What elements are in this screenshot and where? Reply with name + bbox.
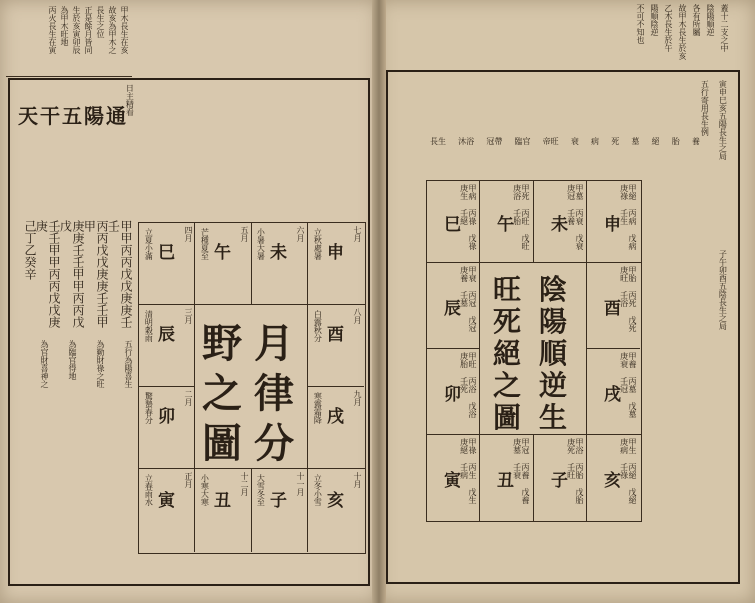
title-char: 分 xyxy=(254,420,294,467)
grid-line xyxy=(194,304,195,468)
grid-line xyxy=(479,262,480,521)
title-char: 月 xyxy=(254,320,294,367)
month-cell xyxy=(140,226,194,302)
cycle-text: 甲絕 丙病 戊病 庚祿 壬生 xyxy=(619,184,637,250)
title-char: 絕 xyxy=(493,337,522,370)
stage-label: 胎 xyxy=(671,137,680,146)
cycle-cell xyxy=(588,266,638,346)
month-label: 六月 xyxy=(296,226,305,242)
stage-row xyxy=(430,136,700,150)
branch-label: 辰 xyxy=(444,299,461,319)
stem-column: 庚庚壬壬甲甲丙丙戊戊 xyxy=(58,220,85,328)
cycle-cell xyxy=(535,438,585,518)
cycle-text: 甲墓 丙衰 戊衰 庚冠 壬養 xyxy=(566,184,584,250)
month-text: 立夏小滿 xyxy=(144,228,154,260)
note-line: 故甲木長生於亥 xyxy=(678,4,687,60)
cycle-cell xyxy=(588,184,638,260)
month-label: 十一月 xyxy=(296,472,305,496)
branch-label: 丑 xyxy=(214,491,231,511)
note-line: 五行為陽喜生 xyxy=(124,340,133,388)
cycle-text: 甲冠 丙養 戊養 庚墓 壬衰 xyxy=(512,438,530,504)
cycle-cell xyxy=(481,438,531,518)
branch-label: 卯 xyxy=(158,407,175,427)
month-cell xyxy=(196,472,250,550)
branch-label: 子 xyxy=(551,471,568,491)
month-cell xyxy=(309,308,363,384)
cycle-text: 甲浴 丙胎 戊胎 庚死 壬旺 xyxy=(566,438,584,504)
grid-line xyxy=(138,304,365,305)
title-char: 之 xyxy=(202,370,242,417)
cycle-text: 甲死 丙旺 戊旺 庚浴 壬胎 xyxy=(512,184,530,250)
grid-line xyxy=(307,386,364,387)
branch-label: 申 xyxy=(604,215,621,235)
grid-line xyxy=(194,468,195,552)
month-text: 立冬小雪 xyxy=(313,474,323,506)
grid-line xyxy=(426,348,479,349)
grid-line xyxy=(307,222,308,552)
stage-label: 衰 xyxy=(570,137,579,146)
note-line: 乙木長生於午 xyxy=(664,4,673,52)
stem-table xyxy=(14,220,134,330)
branch-label: 巳 xyxy=(444,215,461,235)
branch-label: 未 xyxy=(551,215,568,235)
branch-label: 辰 xyxy=(158,325,175,345)
month-cell xyxy=(252,226,306,302)
cycle-cell xyxy=(535,184,585,260)
cycle-cell xyxy=(588,438,638,518)
month-label: 十二月 xyxy=(240,472,249,496)
cycle-cell xyxy=(428,438,478,518)
title-char: 旺 xyxy=(493,273,522,306)
branch-label: 子 xyxy=(270,491,287,511)
month-chart-title xyxy=(196,306,306,468)
grid-line xyxy=(138,386,194,387)
branch-label: 丑 xyxy=(497,471,514,491)
grid-line xyxy=(586,348,640,349)
month-text: 芒種夏至 xyxy=(200,228,210,260)
branch-label: 申 xyxy=(327,243,344,263)
branch-label: 午 xyxy=(214,243,231,263)
stage-label: 冠帶 xyxy=(486,137,503,146)
branch-label: 戌 xyxy=(327,407,344,427)
branch-label: 巳 xyxy=(158,243,175,263)
month-label: 二月 xyxy=(184,390,193,406)
title-char: 陰 xyxy=(539,273,568,306)
stage-label: 養 xyxy=(691,137,700,146)
month-text: 白露秋分 xyxy=(313,310,323,342)
title-char: 死 xyxy=(493,305,522,338)
title-char: 之 xyxy=(493,369,522,402)
month-text: 寒露霜降 xyxy=(313,392,323,424)
cycle-cell xyxy=(588,352,638,432)
stem-column: 己丁乙癸辛 xyxy=(23,220,37,280)
grid-line xyxy=(533,180,534,262)
month-cell xyxy=(309,226,363,302)
month-label: 四月 xyxy=(184,226,193,242)
branch-label: 寅 xyxy=(444,471,461,491)
month-cell xyxy=(140,390,194,466)
month-label: 十月 xyxy=(353,472,362,488)
cycle-text: 甲生 丙絕 戊絕 庚病 壬祿 xyxy=(619,438,637,504)
book-spine xyxy=(372,0,386,603)
cycle-chart-title xyxy=(481,264,585,432)
month-label: 正月 xyxy=(184,472,193,488)
grid-line xyxy=(194,222,195,304)
cycle-text: 甲旺 丙浴 戊浴 庚胎 壬死 xyxy=(459,352,477,418)
grid-line xyxy=(586,180,587,521)
title-char: 逆 xyxy=(539,369,568,402)
grid-line xyxy=(479,180,480,262)
month-cell xyxy=(252,472,306,550)
title-char: 圖 xyxy=(493,401,522,434)
month-cell xyxy=(309,390,363,466)
note-line: 生於亥寅卯辰 xyxy=(72,6,81,54)
month-text: 清明穀雨 xyxy=(144,310,154,342)
branch-label: 午 xyxy=(497,215,514,235)
title-char: 陽 xyxy=(539,305,568,338)
note-line: 丙火長生在寅 xyxy=(48,6,57,54)
month-cell xyxy=(140,472,194,550)
stage-label: 墓 xyxy=(631,137,640,146)
month-text: 驚蟄春分 xyxy=(144,392,154,424)
cycle-cell xyxy=(428,352,478,432)
stage-label: 沐浴 xyxy=(458,137,475,146)
title-char: 順 xyxy=(539,337,568,370)
right-top-notes xyxy=(520,4,732,70)
note-line: 長生之位 xyxy=(96,6,105,38)
note-line: 陰陽順逆 xyxy=(706,4,715,36)
branch-label: 酉 xyxy=(327,325,344,345)
stem-column: 甲甲丙丙戊戊庚庚壬壬 xyxy=(106,220,133,328)
stage-label: 病 xyxy=(591,137,600,146)
title-char: 生 xyxy=(539,401,568,434)
branch-label: 酉 xyxy=(604,299,621,319)
stage-label: 絕 xyxy=(651,137,660,146)
month-label: 九月 xyxy=(353,390,362,406)
note-line: 為勤財祿之旺 xyxy=(96,340,105,388)
month-label: 七月 xyxy=(353,226,362,242)
cycle-text: 甲祿 丙生 戊生 庚絕 壬病 xyxy=(459,438,477,504)
note-line: 為甲木旺地 xyxy=(60,6,69,46)
branch-label: 寅 xyxy=(158,491,175,511)
note-line: 不可不知也 xyxy=(636,4,645,44)
note-line: 甲木長生在亥 xyxy=(120,6,129,54)
month-cell xyxy=(140,308,194,384)
note-line: 為官財喜神之 xyxy=(40,340,49,388)
branch-label: 亥 xyxy=(327,491,344,511)
side-label: 日主精看 xyxy=(125,84,135,116)
title-char: 律 xyxy=(254,370,294,417)
month-cell xyxy=(196,226,250,302)
note-line: 為臨官得地 xyxy=(68,340,77,380)
note-line: 各有所屬 xyxy=(692,4,701,36)
month-label: 五月 xyxy=(240,226,249,242)
branch-label: 卯 xyxy=(444,385,461,405)
month-text: 小寒大寒 xyxy=(200,474,210,506)
month-cell xyxy=(309,472,363,550)
branch-label: 戌 xyxy=(604,385,621,405)
month-text: 立春雨水 xyxy=(144,474,154,506)
stage-label: 帝旺 xyxy=(542,137,559,146)
note-line: 蓋十二支之中 xyxy=(720,4,729,52)
month-text: 大雪冬至 xyxy=(256,474,266,506)
stem-notes xyxy=(14,340,134,430)
side-note: 子午卯酉五陰長生之局 xyxy=(718,250,728,330)
branch-label: 亥 xyxy=(604,471,621,491)
branch-label: 未 xyxy=(270,243,287,263)
cycle-text: 甲養 丙墓 戊墓 庚衰 壬冠 xyxy=(619,352,637,418)
cycle-text: 甲病 丙祿 戊祿 庚生 壬絕 xyxy=(459,184,477,250)
cycle-text: 甲衰 丙冠 戊冠 庚養 壬墓 xyxy=(459,266,477,332)
cycle-cell xyxy=(428,266,478,346)
side-note: 五行寄用長生例 xyxy=(700,80,710,136)
note-line: 正是餘月皆同 xyxy=(84,6,93,54)
stage-label: 死 xyxy=(611,137,620,146)
left-top-notes xyxy=(6,2,132,77)
stage-label: 臨官 xyxy=(514,137,531,146)
cycle-cell xyxy=(428,184,478,260)
month-label: 三月 xyxy=(184,308,193,324)
title-char: 圖 xyxy=(202,420,242,467)
title-char: 野 xyxy=(202,320,242,367)
cycle-cell xyxy=(481,184,531,260)
stem-column: 壬壬甲甲丙丙戊戊庚庚 xyxy=(34,220,61,328)
note-line: 故亥為甲木之 xyxy=(108,6,117,54)
side-note: 寅申巳亥五陽長生之局 xyxy=(718,80,728,160)
month-label: 八月 xyxy=(353,308,362,324)
grid-line xyxy=(426,262,641,263)
stem-column: 丙丙戊戊庚庚壬壬甲甲 xyxy=(82,220,109,328)
month-text: 小暑大暑 xyxy=(256,228,266,260)
grid-line xyxy=(533,434,534,521)
stage-label: 長生 xyxy=(430,137,446,146)
note-line: 陽順陰逆 xyxy=(650,4,659,36)
month-text: 立秋處暑 xyxy=(313,228,323,260)
cycle-text: 甲胎 丙死 戊死 庚旺 壬浴 xyxy=(619,266,637,332)
section-heading: 天干五陽通 xyxy=(18,104,128,128)
